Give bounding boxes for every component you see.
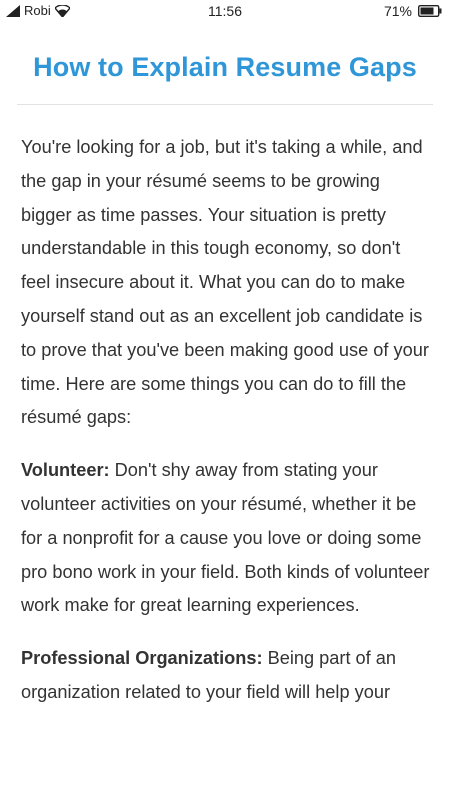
- battery-icon: [418, 5, 442, 17]
- section-text: Don't shy away from stating your volunteer activities on your résumé, whether it be for a nonprofit for a cause you love or doing some pro bono work in your field. Both kinds of volunteer work make for great learning experiences.: [21, 460, 430, 616]
- section-heading: Volunteer:: [21, 460, 110, 481]
- intro-paragraph: You're looking for a job, but it's taking a while, and the gap in your résumé seems to be growing bigger as time passes. Your situation is pretty understandable in this tough economy, so don't feel insecure about it. What you can do to make yourself stand out as an excellent job candidate is to prove that you've been making good use of your time. Here are some things you can do to fill the résumé gaps:: [21, 137, 429, 428]
- section-heading: Professional Organizations:: [21, 648, 263, 669]
- status-time: 11:56: [208, 3, 242, 19]
- section-text: Being part of an organization related to your field will help your: [21, 648, 397, 702]
- status-right: [384, 3, 442, 19]
- battery-percent: 71%: [383, 3, 412, 19]
- carrier-name: Robi: [24, 3, 51, 18]
- page-title: How to Explain Resume Gaps: [33, 52, 417, 82]
- article-content: [0, 105, 450, 710]
- section-professional-organizations: [21, 642, 432, 710]
- section-volunteer: [21, 454, 432, 623]
- status-bar: [0, 0, 450, 22]
